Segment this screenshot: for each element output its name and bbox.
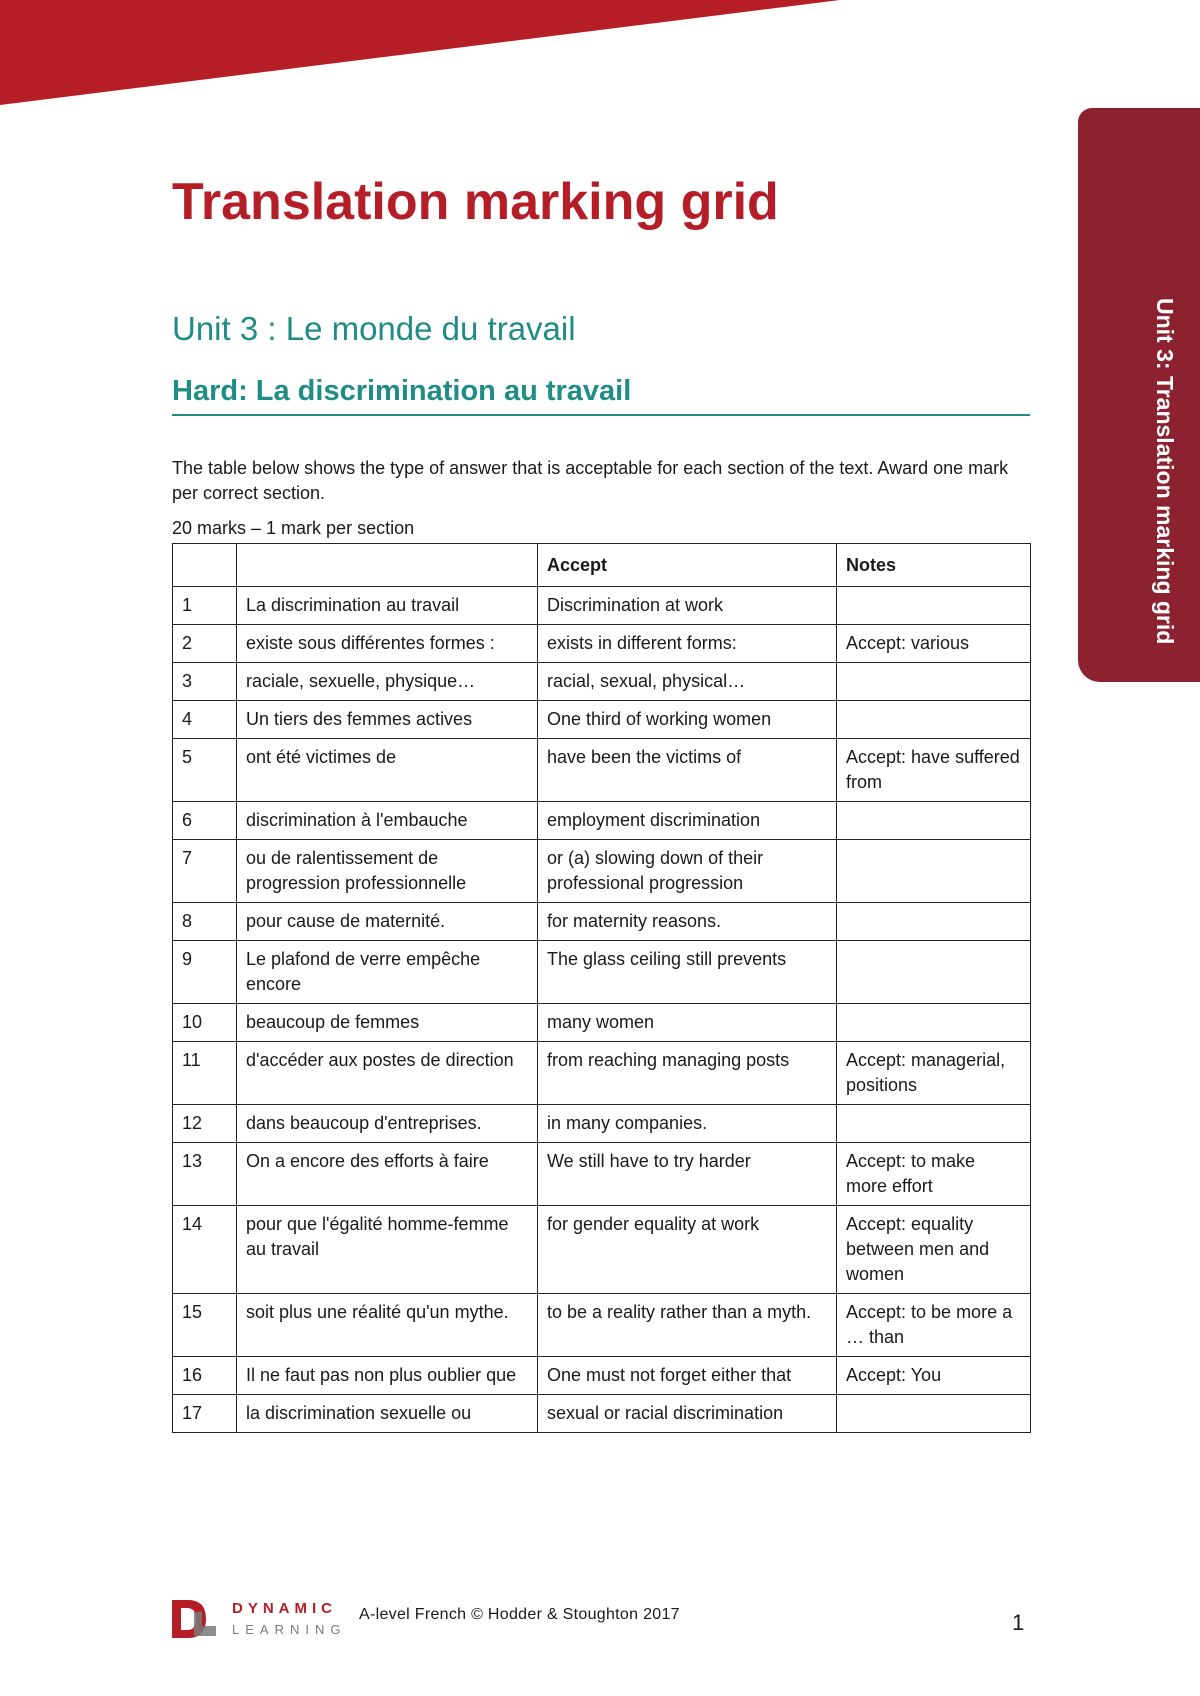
section-title: Hard: La discrimination au travail: [172, 375, 1030, 416]
dynamic-learning-logo: [170, 1596, 350, 1642]
logo-line2: LEARNING: [232, 1622, 347, 1637]
table-row: [173, 1395, 1031, 1433]
notes-text: Accept: managerial, positions: [837, 1042, 1031, 1105]
french-text: soit plus une réalité qu'un mythe.: [237, 1294, 538, 1357]
header-notes: Notes: [837, 544, 1031, 587]
french-text: discrimination à l'embauche: [237, 802, 538, 840]
notes-text: Accept: equality between men and women: [837, 1206, 1031, 1294]
french-text: pour cause de maternité.: [237, 903, 538, 941]
row-number: 10: [173, 1004, 237, 1042]
row-number: 6: [173, 802, 237, 840]
notes-text: [837, 663, 1031, 701]
table-row: [173, 1105, 1031, 1143]
intro-paragraph: The table below shows the type of answer that is acceptable for each section of the text. Award one mark per correct section.: [172, 458, 1009, 503]
accept-text: sexual or racial discrimination: [538, 1395, 837, 1433]
row-number: 12: [173, 1105, 237, 1143]
french-text: La discrimination au travail: [237, 587, 538, 625]
notes-text: [837, 941, 1031, 1004]
row-number: 7: [173, 840, 237, 903]
notes-text: [837, 587, 1031, 625]
row-number: 5: [173, 739, 237, 802]
row-number: 1: [173, 587, 237, 625]
table-row: [173, 1357, 1031, 1395]
row-number: 4: [173, 701, 237, 739]
notes-text: [837, 1395, 1031, 1433]
french-text: d'accéder aux postes de direction: [237, 1042, 538, 1105]
page-title: Translation marking grid: [172, 173, 779, 231]
accept-text: in many companies.: [538, 1105, 837, 1143]
row-number: 13: [173, 1143, 237, 1206]
row-number: 15: [173, 1294, 237, 1357]
accept-text: many women: [538, 1004, 837, 1042]
marking-grid-table: [172, 543, 1031, 1433]
top-banner-stripe: [0, 0, 1200, 110]
table-header-row: [173, 544, 1031, 587]
french-text: existe sous différentes formes :: [237, 625, 538, 663]
table-row: [173, 663, 1031, 701]
accept-text: racial, sexual, physical…: [538, 663, 837, 701]
table-row: [173, 802, 1031, 840]
header-french: [237, 544, 538, 587]
table-row: [173, 701, 1031, 739]
french-text: On a encore des efforts à faire: [237, 1143, 538, 1206]
notes-text: [837, 903, 1031, 941]
page-number: 1: [1012, 1610, 1025, 1635]
table-row: [173, 1294, 1031, 1357]
row-number: 9: [173, 941, 237, 1004]
row-number: 16: [173, 1357, 237, 1395]
table-row: [173, 1042, 1031, 1105]
french-text: Il ne faut pas non plus oublier que: [237, 1357, 538, 1395]
table-row: [173, 1143, 1031, 1206]
notes-text: Accept: You: [837, 1357, 1031, 1395]
french-text: raciale, sexuelle, physique…: [237, 663, 538, 701]
accept-text: One third of working women: [538, 701, 837, 739]
row-number: 8: [173, 903, 237, 941]
notes-text: Accept: to be more a … than: [837, 1294, 1031, 1357]
table-row: [173, 625, 1031, 663]
notes-text: Accept: have suffered from: [837, 739, 1031, 802]
header-accept: Accept: [538, 544, 837, 587]
side-tab-label: Unit 3: Translation marking grid: [1152, 298, 1178, 645]
notes-text: [837, 701, 1031, 739]
table-row: [173, 840, 1031, 903]
table-body: [173, 587, 1031, 1433]
row-number: 2: [173, 625, 237, 663]
logo-line1: DYNAMIC: [232, 1600, 337, 1617]
table-row: [173, 941, 1031, 1004]
accept-text: from reaching managing posts: [538, 1042, 837, 1105]
row-number: 17: [173, 1395, 237, 1433]
table-row: [173, 903, 1031, 941]
row-number: 3: [173, 663, 237, 701]
notes-text: Accept: to make more effort: [837, 1143, 1031, 1206]
french-text: la discrimination sexuelle ou: [237, 1395, 538, 1433]
notes-text: [837, 1105, 1031, 1143]
unit-title: Unit 3 : Le monde du travail: [172, 310, 576, 347]
french-text: pour que l'égalité homme-femme au travail: [237, 1206, 538, 1294]
accept-text: employment discrimination: [538, 802, 837, 840]
accept-text: to be a reality rather than a myth.: [538, 1294, 837, 1357]
table-row: [173, 1206, 1031, 1294]
row-number: 11: [173, 1042, 237, 1105]
notes-text: [837, 802, 1031, 840]
french-text: dans beaucoup d'entreprises.: [237, 1105, 538, 1143]
accept-text: have been the victims of: [538, 739, 837, 802]
side-tab: [1078, 108, 1200, 682]
header-number: [173, 544, 237, 587]
footer-copyright: A-level French © Hodder & Stoughton 2017: [359, 1606, 680, 1623]
notes-text: [837, 840, 1031, 903]
accept-text: We still have to try harder: [538, 1143, 837, 1206]
table-row: [173, 739, 1031, 802]
table-row: [173, 587, 1031, 625]
notes-text: [837, 1004, 1031, 1042]
accept-text: for maternity reasons.: [538, 903, 837, 941]
row-number: 14: [173, 1206, 237, 1294]
accept-text: Discrimination at work: [538, 587, 837, 625]
notes-text: Accept: various: [837, 625, 1031, 663]
french-text: Le plafond de verre empêche encore: [237, 941, 538, 1004]
marks-note: 20 marks – 1 mark per section: [172, 518, 415, 538]
accept-text: or (a) slowing down of their professional progression: [538, 840, 837, 903]
french-text: beaucoup de femmes: [237, 1004, 538, 1042]
french-text: ont été victimes de: [237, 739, 538, 802]
accept-text: The glass ceiling still prevents: [538, 941, 837, 1004]
french-text: Un tiers des femmes actives: [237, 701, 538, 739]
accept-text: exists in different forms:: [538, 625, 837, 663]
table-row: [173, 1004, 1031, 1042]
french-text: ou de ralentissement de progression professionnelle: [237, 840, 538, 903]
accept-text: One must not forget either that: [538, 1357, 837, 1395]
accept-text: for gender equality at work: [538, 1206, 837, 1294]
